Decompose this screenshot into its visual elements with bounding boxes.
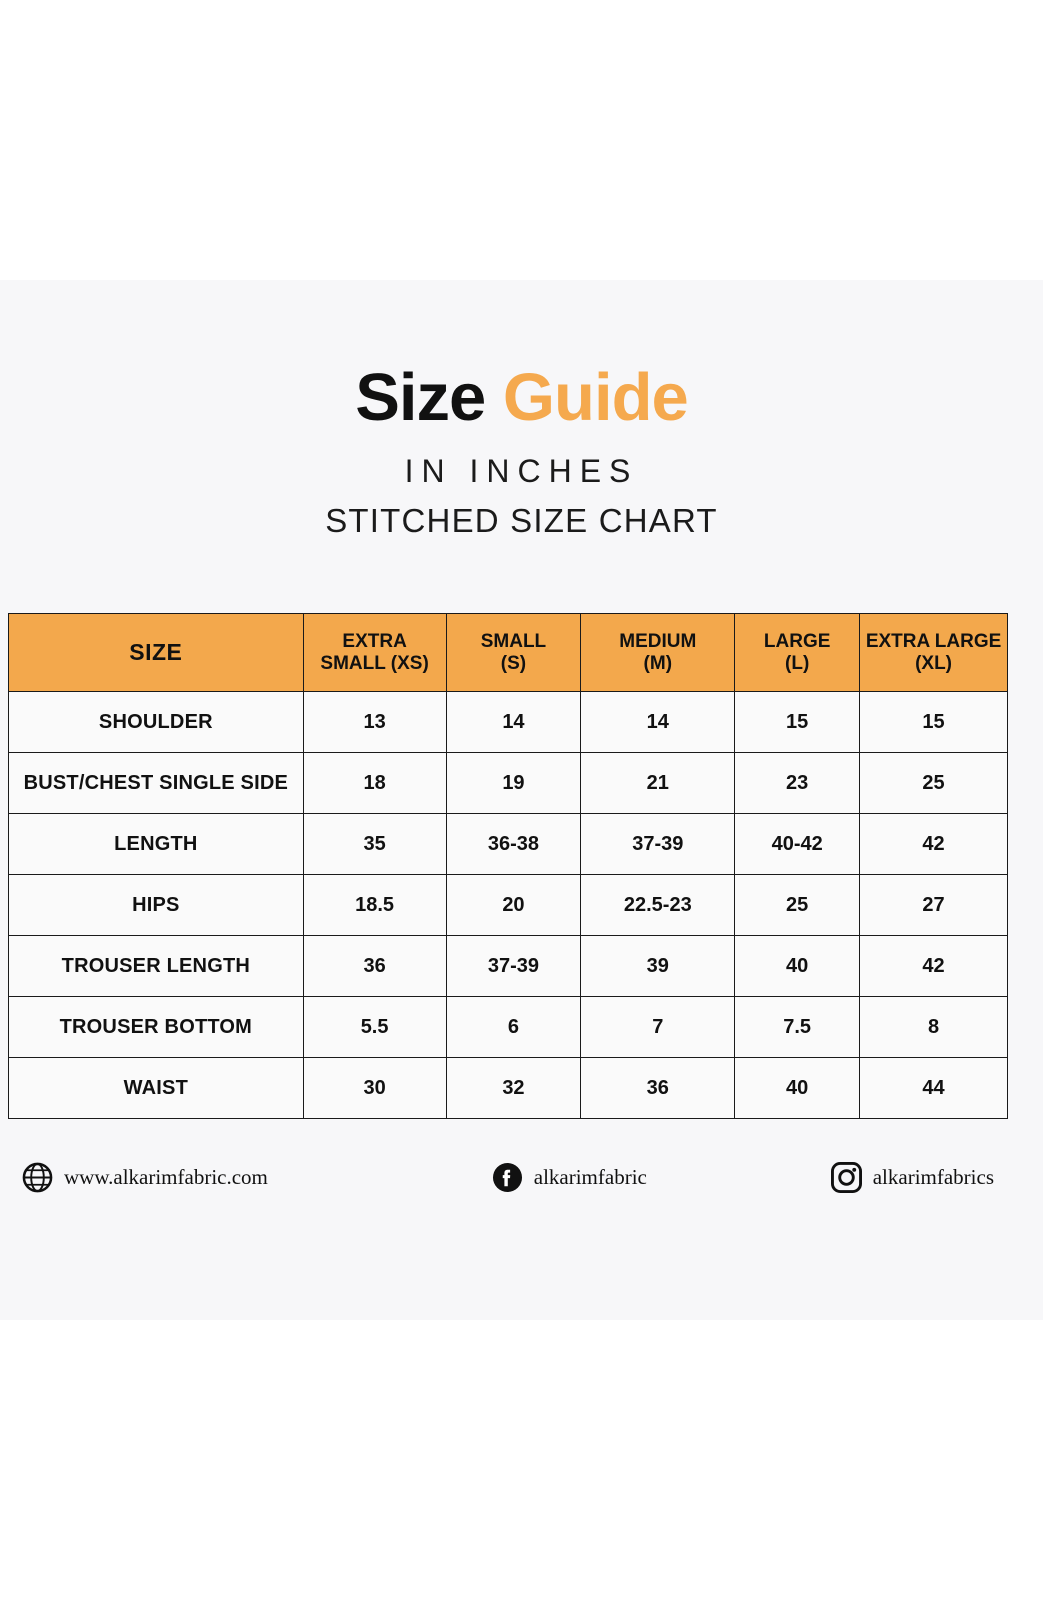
cell-s: 6	[446, 997, 581, 1058]
row-label: TROUSER LENGTH	[9, 936, 304, 997]
row-label: HIPS	[9, 875, 304, 936]
cell-xs: 30	[303, 1058, 446, 1119]
size-chart-table	[8, 613, 1008, 1119]
cell-xl: 44	[860, 1058, 1008, 1119]
footer-website-label: www.alkarimfabric.com	[64, 1164, 268, 1189]
subtitle-units: IN INCHES	[404, 453, 639, 489]
title-part-two: Guide	[502, 360, 688, 435]
subtitle-chart-type: STITCHED SIZE CHART	[325, 502, 718, 539]
column-header-xs	[303, 614, 446, 692]
table-row	[9, 997, 1008, 1058]
column-header-xs-line1: EXTRA	[342, 630, 407, 652]
cell-s: 32	[446, 1058, 581, 1119]
footer	[8, 1142, 1008, 1212]
facebook-icon	[492, 1162, 523, 1193]
row-label: LENGTH	[9, 814, 304, 875]
cell-l: 40	[735, 936, 860, 997]
column-header-xl	[860, 614, 1008, 692]
cell-xl: 8	[860, 997, 1008, 1058]
cell-xs: 35	[303, 814, 446, 875]
column-header-size	[9, 614, 304, 692]
column-header-xl-line1: EXTRA LARGE	[865, 630, 1002, 652]
cell-xl: 27	[860, 875, 1008, 936]
cell-l: 15	[735, 692, 860, 753]
header	[0, 280, 1043, 540]
footer-website[interactable]	[22, 1162, 268, 1193]
table-row	[9, 692, 1008, 753]
cell-l: 7.5	[735, 997, 860, 1058]
column-header-s-line2: (S)	[500, 652, 527, 674]
footer-instagram[interactable]	[831, 1162, 994, 1193]
column-header-m	[581, 614, 735, 692]
column-header-l-line1: LARGE	[763, 630, 831, 652]
cell-xs: 18	[303, 753, 446, 814]
cell-l: 40-42	[735, 814, 860, 875]
cell-m: 39	[581, 936, 735, 997]
cell-s: 19	[446, 753, 581, 814]
cell-xs: 18.5	[303, 875, 446, 936]
cell-s: 37-39	[446, 936, 581, 997]
row-label: SHOULDER	[9, 692, 304, 753]
cell-xl: 42	[860, 936, 1008, 997]
table-body	[9, 692, 1008, 1119]
cell-xl: 25	[860, 753, 1008, 814]
footer-facebook[interactable]	[492, 1162, 647, 1193]
cell-m: 14	[581, 692, 735, 753]
column-header-xs-line2: SMALL (XS)	[320, 652, 429, 674]
column-header-size-line1: SIZE	[129, 639, 183, 666]
size-guide-card	[0, 280, 1043, 1320]
cell-xs: 13	[303, 692, 446, 753]
cell-l: 25	[735, 875, 860, 936]
row-label: BUST/CHEST SINGLE SIDE	[9, 753, 304, 814]
row-label: WAIST	[9, 1058, 304, 1119]
instagram-icon	[831, 1162, 862, 1193]
globe-icon	[22, 1162, 53, 1193]
table-header	[9, 614, 1008, 692]
cell-xl: 42	[860, 814, 1008, 875]
cell-m: 21	[581, 753, 735, 814]
column-header-l	[735, 614, 860, 692]
footer-facebook-label: alkarimfabric	[533, 1164, 647, 1189]
cell-m: 37-39	[581, 814, 735, 875]
table-row	[9, 1058, 1008, 1119]
footer-instagram-label: alkarimfabrics	[872, 1164, 994, 1189]
row-label: TROUSER BOTTOM	[9, 997, 304, 1058]
cell-m: 22.5-23	[581, 875, 735, 936]
table-row	[9, 753, 1008, 814]
table-row	[9, 814, 1008, 875]
table-row	[9, 936, 1008, 997]
column-header-s-line1: SMALL	[480, 630, 547, 652]
cell-s: 14	[446, 692, 581, 753]
page-title	[0, 360, 1043, 435]
column-header-m-line2: (M)	[643, 652, 673, 674]
column-header-l-line2: (L)	[785, 652, 810, 674]
cell-s: 20	[446, 875, 581, 936]
cell-l: 23	[735, 753, 860, 814]
column-header-s	[446, 614, 581, 692]
cell-xs: 36	[303, 936, 446, 997]
column-header-xl-line2: (XL)	[915, 652, 953, 674]
cell-xl: 15	[860, 692, 1008, 753]
cell-l: 40	[735, 1058, 860, 1119]
cell-m: 36	[581, 1058, 735, 1119]
cell-xs: 5.5	[303, 997, 446, 1058]
cell-m: 7	[581, 997, 735, 1058]
column-header-m-line1: MEDIUM	[619, 630, 697, 652]
title-part-one: Size	[355, 360, 486, 435]
table-row	[9, 875, 1008, 936]
table-header-row	[9, 614, 1008, 692]
cell-s: 36-38	[446, 814, 581, 875]
